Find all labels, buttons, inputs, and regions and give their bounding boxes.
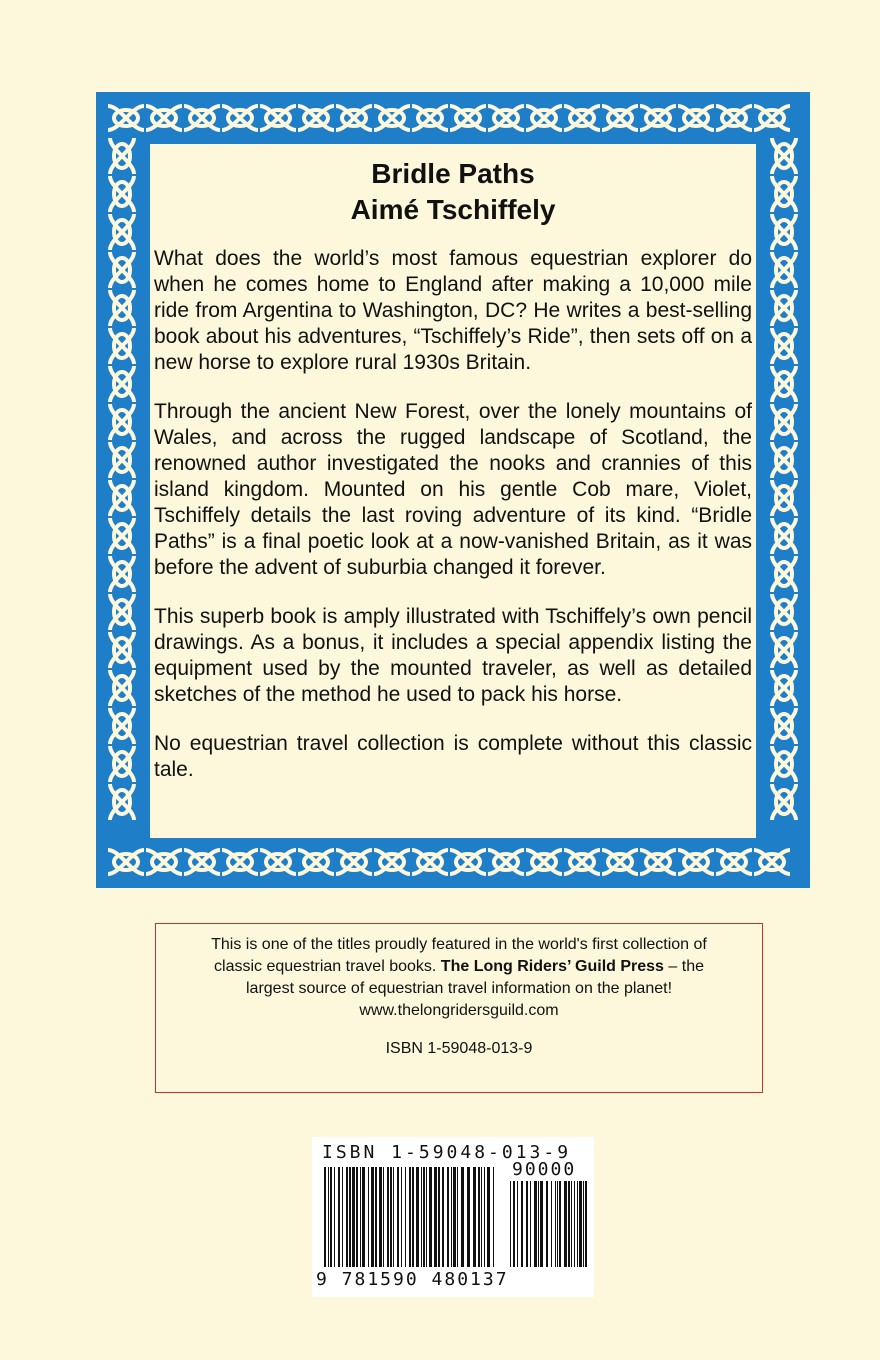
barcode-bar [484, 1167, 485, 1267]
knot-motif [108, 106, 144, 130]
knot-motif [110, 176, 134, 212]
knot-motif [772, 176, 796, 212]
barcode-bar [555, 1181, 556, 1267]
promo-line-1: This is one of the titles proudly featured in the world's first collection of [211, 936, 707, 953]
promo-line-3: largest source of equestrian travel information on the planet! [245, 980, 673, 997]
knot-motif [772, 632, 796, 668]
barcode-bar [429, 1167, 432, 1267]
barcode-bar [328, 1167, 329, 1267]
knot-motif [110, 556, 134, 592]
barcode-bar [421, 1167, 422, 1267]
barcode-bar [534, 1181, 537, 1267]
knot-motif [772, 214, 796, 250]
barcode-bar [510, 1181, 511, 1267]
knot-motif [772, 556, 796, 592]
barcode-bar [338, 1167, 340, 1267]
book-description [154, 246, 752, 783]
barcode-price-code: 90000 [512, 1159, 577, 1180]
knot-motif [110, 404, 134, 440]
barcode-bar [401, 1167, 402, 1267]
knot-motif [772, 746, 796, 782]
barcode-bar [342, 1167, 343, 1267]
barcode-bar [405, 1167, 406, 1267]
knot-motif [222, 106, 258, 130]
knot-motif [184, 850, 220, 874]
barcode-bar [540, 1181, 543, 1267]
knot-motif [146, 106, 182, 130]
knot-motif [640, 106, 676, 130]
barcode-bar [473, 1167, 476, 1267]
knot-motif [146, 850, 182, 874]
knot-motif [412, 850, 448, 874]
book-author: Aimé Tschiffely [350, 194, 556, 225]
barcode-bar [579, 1181, 582, 1267]
knot-motif [772, 708, 796, 744]
description-paragraph-3: This superb book is amply illustrated with Tschiffely’s own pencil drawings. As a bonus, it includes a special appendix listing the equipment used by the mounted traveler, as well as detailed sketches of the method he used to pack his horse. [154, 605, 752, 706]
description-paragraph-4: No equestrian travel collection is complete without this classic tale. [154, 732, 752, 781]
knot-motif [772, 290, 796, 326]
knot-motif [754, 850, 790, 874]
barcode-bar [390, 1167, 392, 1267]
knot-motif [110, 214, 134, 250]
knot-motif [450, 850, 486, 874]
knot-motif [772, 518, 796, 554]
barcode-bar [434, 1167, 437, 1267]
barcode-bar [356, 1167, 358, 1267]
barcode-bar [349, 1167, 351, 1267]
description-panel [150, 144, 756, 838]
knot-motif [110, 594, 134, 630]
knot-motif [772, 328, 796, 364]
knot-motif [678, 106, 714, 130]
knot-motif [110, 328, 134, 364]
barcode-bar [375, 1167, 377, 1267]
barcode-bar [330, 1167, 332, 1267]
barcode-bar [513, 1181, 515, 1267]
knot-motif [184, 106, 220, 130]
barcode-bar [352, 1167, 355, 1267]
barcode-bar [577, 1181, 578, 1267]
barcode [312, 1137, 594, 1297]
barcode-bar [583, 1181, 584, 1267]
knot-motif [412, 106, 448, 130]
knot-motif [260, 106, 296, 130]
barcode-bar [346, 1167, 348, 1267]
knot-motif [298, 106, 334, 130]
barcode-bar [571, 1181, 572, 1267]
knot-motif [526, 106, 562, 130]
knot-motif [110, 138, 134, 174]
promo-line-2-start: classic equestrian travel books. [214, 958, 437, 975]
barcode-bar [453, 1167, 456, 1267]
knot-motif [772, 594, 796, 630]
barcode-bar [568, 1181, 570, 1267]
barcode-bar [371, 1167, 374, 1267]
knot-motif [108, 850, 144, 874]
knot-motif [110, 252, 134, 288]
knot-motif [716, 850, 752, 874]
barcode-bar [585, 1181, 587, 1267]
knot-motif [564, 106, 600, 130]
barcode-bar [487, 1167, 490, 1267]
barcode-bar [521, 1181, 523, 1267]
knot-motif [110, 442, 134, 478]
description-paragraph-1: What does the world’s most famous equestrian explorer do when he comes home to England after making a 10,000 mile ride from Argentina to Washington, DC? He writes a best-selling book about his adventures, “Tschiffely’s Ride”, then sets off on a new horse to explore rural 1930s Britain. [154, 247, 752, 374]
barcode-bar [574, 1181, 575, 1267]
knot-motif [110, 290, 134, 326]
knot-motif [450, 106, 486, 130]
barcode-bar [438, 1167, 440, 1267]
knot-motif [772, 784, 796, 820]
knot-motif [772, 442, 796, 478]
knot-motif [110, 746, 134, 782]
knot-motif [110, 518, 134, 554]
barcode-bar [362, 1167, 365, 1267]
knot-motif [110, 366, 134, 402]
barcode-bar [564, 1181, 567, 1267]
knot-motif [564, 850, 600, 874]
knot-motif [772, 366, 796, 402]
publisher-website: www.thelongridersguild.com [359, 1002, 559, 1019]
promo-line-2 [156, 956, 762, 978]
knot-motif [488, 850, 524, 874]
barcode-bar [517, 1181, 518, 1267]
barcode-bar [546, 1181, 548, 1267]
barcode-bar [457, 1167, 458, 1267]
barcode-bar [526, 1181, 528, 1267]
knot-motif [602, 106, 638, 130]
barcode-bar [467, 1167, 470, 1267]
knot-motif [110, 632, 134, 668]
barcode-bar [557, 1181, 558, 1267]
knot-motif [374, 106, 410, 130]
barcode-bar [383, 1167, 384, 1267]
knot-motif [222, 850, 258, 874]
barcode-bar [324, 1167, 326, 1267]
knot-motif [772, 138, 796, 174]
knot-motif [260, 850, 296, 874]
promo-line-2-end: – the [663, 958, 704, 975]
publisher-name: The Long Riders’ Guild Press [440, 958, 664, 975]
celtic-knot-border [96, 92, 810, 888]
knot-motif [772, 404, 796, 440]
knot-motif [602, 850, 638, 874]
knot-motif [110, 708, 134, 744]
promo-isbn: ISBN 1-59048-013-9 [385, 1040, 533, 1057]
barcode-bar [551, 1181, 552, 1267]
knot-motif [772, 670, 796, 706]
knot-motif [110, 784, 134, 820]
book-title: Bridle Paths [371, 158, 535, 189]
barcode-bar [481, 1167, 482, 1267]
barcode-isbn-label: ISBN 1-59048-013-9 [322, 1142, 572, 1163]
knot-motif [754, 106, 790, 130]
barcode-bar [530, 1181, 531, 1267]
barcode-ean-number: 9 781590 480137 [316, 1269, 509, 1290]
barcode-bar [478, 1167, 480, 1267]
barcode-bar [426, 1167, 427, 1267]
barcode-bar [360, 1167, 361, 1267]
publisher-promo-box [155, 923, 763, 1093]
barcode-bar [412, 1167, 414, 1267]
barcode-bar [416, 1167, 419, 1267]
barcode-bar [447, 1167, 449, 1267]
barcode-bar [368, 1167, 369, 1267]
knot-motif [488, 106, 524, 130]
barcode-bar [538, 1181, 539, 1267]
knot-motif [110, 480, 134, 516]
knot-motif [640, 850, 676, 874]
description-paragraph-2: Through the ancient New Forest, over the lonely mountains of Wales, and across the rugged landscape of Scotland, the renowned author investigated the nooks and crannies of this island kingdom. Mounted on his gentle Cob mare, Violet, Tschiffely details the last roving adventure of its kind. “Bridle Paths” is a final poetic look at a now-vanished Britain, as it was before the advent of suburbia changed it forever. [154, 400, 752, 579]
knot-motif [298, 850, 334, 874]
barcode-bar [461, 1167, 464, 1267]
barcode-bar [559, 1181, 561, 1267]
barcode-bar [409, 1167, 411, 1267]
knot-motif [716, 106, 752, 130]
knot-motif [374, 850, 410, 874]
barcode-bar [393, 1167, 394, 1267]
barcode-bar [442, 1167, 444, 1267]
barcode-bar [451, 1167, 452, 1267]
knot-motif [110, 670, 134, 706]
knot-motif [526, 850, 562, 874]
knot-motif [336, 850, 372, 874]
barcode-bar [423, 1167, 425, 1267]
barcode-bar [387, 1167, 389, 1267]
knot-motif [336, 106, 372, 130]
knot-motif [772, 480, 796, 516]
knot-motif [678, 850, 714, 874]
barcode-bar [379, 1167, 382, 1267]
knot-motif [772, 252, 796, 288]
barcode-bar [397, 1167, 399, 1267]
barcode-bar [334, 1167, 335, 1267]
barcode-bar [493, 1167, 494, 1267]
